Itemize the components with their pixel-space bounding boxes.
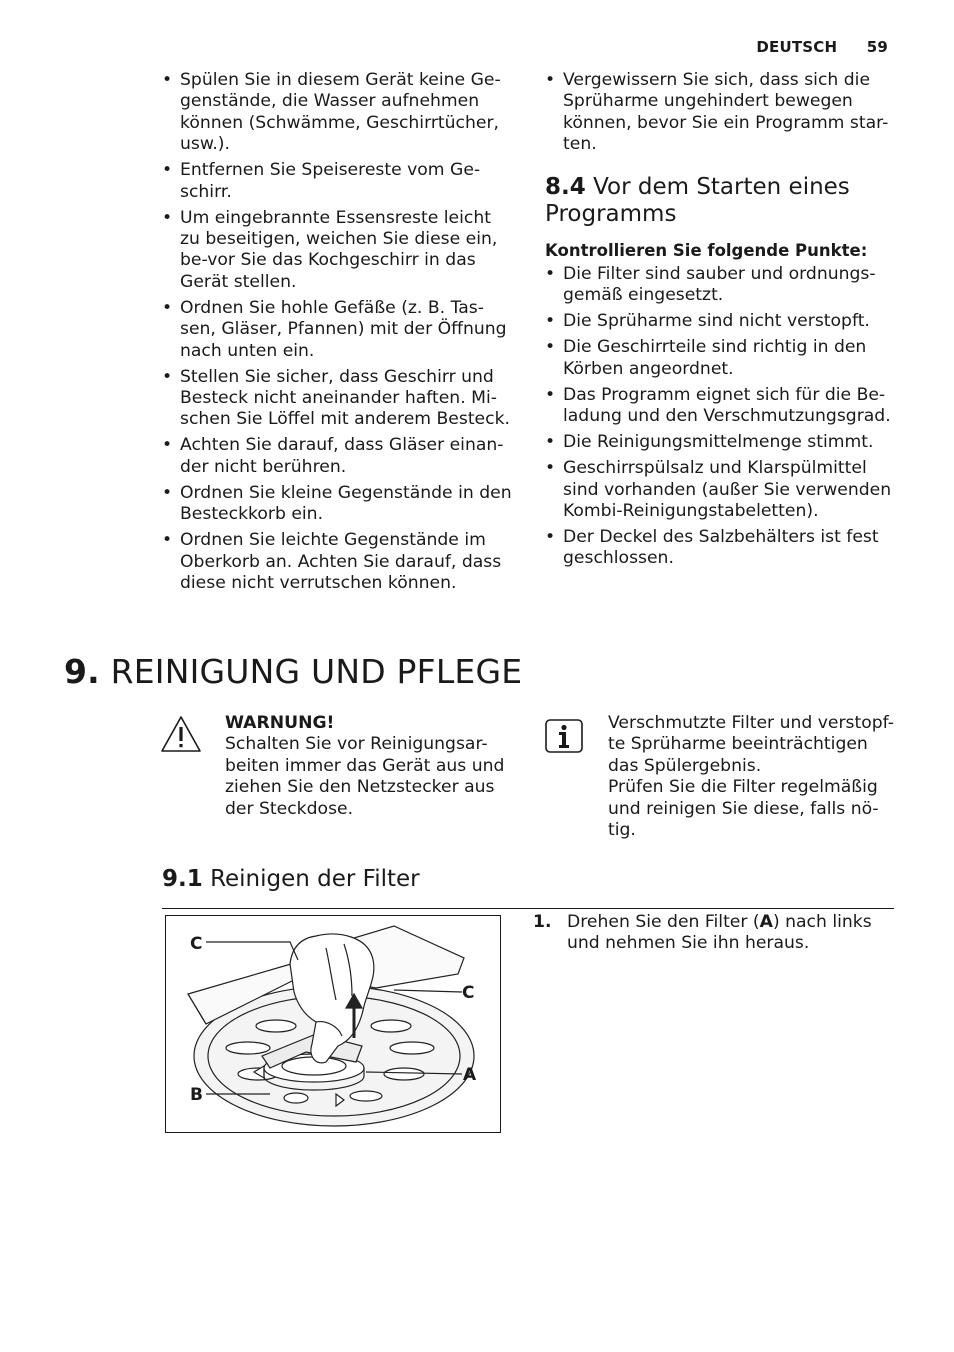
chapter-title: REINIGUNG UND PFLEGE (110, 652, 523, 691)
list-item: • Die Reinigungsmittelmenge stimmt. (545, 432, 897, 453)
chapter-number: 9. (64, 652, 100, 691)
chapter-heading (64, 652, 522, 691)
section-title: Vor dem Starten eines Programms (545, 173, 850, 227)
step-text-bold: A (759, 912, 773, 932)
list-item: • Ordnen Sie leichte Gegenstände im Oberkorb an. Achten Sie darauf, dass diese nicht verrutschen können. (162, 530, 514, 594)
info-text-1: Verschmutzte Filter und verstopf-te Sprüharme beeinträchtigen das Spülergebnis. (608, 713, 894, 776)
info-icon (545, 717, 585, 757)
right-column (545, 70, 897, 574)
label-a: A (463, 1065, 477, 1085)
step-text-post: ) nach links und nehmen Sie ihn heraus. (567, 912, 872, 954)
label-c-right: C (462, 983, 475, 1003)
warning-text: Schalten Sie vor Reinigungsar-beiten immer das Gerät aus und ziehen Sie den Netzstecker aus der Steckdose. (225, 734, 505, 819)
step-number: 1. (533, 912, 552, 932)
list-item: • Vergewissern Sie sich, dass sich die Sprüharme ungehindert bewegen können, bevor Sie ein Programm star-ten. (545, 70, 897, 156)
list-item: • Stellen Sie sicher, dass Geschirr und Besteck nicht aneinander haften. Mi-schen Sie Löffel mit anderem Besteck. (162, 367, 514, 431)
check-heading: Kontrollieren Sie folgende Punkte: (545, 240, 868, 260)
warning-triangle-icon (160, 715, 202, 753)
section-number: 8.4 (545, 173, 586, 200)
list-item: • Spülen Sie in diesem Gerät keine Ge-genstände, die Wasser aufnehmen können (Schwämme, Geschirrtücher, usw.). (162, 70, 514, 156)
filter-drawing (166, 916, 500, 1132)
label-b: B (190, 1085, 203, 1105)
list-item: • Entfernen Sie Speisereste vom Ge-schirr. (162, 160, 514, 203)
list-item: • Die Filter sind sauber und ordnungs-gemäß eingesetzt. (545, 264, 897, 307)
filter-illustration (165, 915, 501, 1133)
checklist (545, 264, 897, 570)
loading-tips-list (162, 70, 514, 595)
section-divider (162, 908, 894, 909)
list-item: • Die Geschirrteile sind richtig in den Körben angeordnet. (545, 337, 897, 380)
page-header (732, 38, 888, 56)
header-section: DEUTSCH (756, 38, 838, 56)
warning-label: WARNUNG! (225, 713, 335, 733)
spray-arm-list (545, 70, 897, 156)
page-number: 59 (866, 38, 888, 56)
section-heading-9-1 (162, 866, 420, 892)
section-title: Reinigen der Filter (210, 866, 420, 892)
section-heading-8-4 (545, 174, 897, 228)
list-item: • Um eingebrannte Essensreste leicht zu beseitigen, weichen Sie diese ein, be-vor Sie das Kochgeschirr in das Gerät stellen. (162, 208, 514, 294)
list-item: • Achten Sie darauf, dass Gläser einan-der nicht berühren. (162, 435, 514, 478)
warning-text-block (225, 713, 505, 820)
step-text (567, 912, 897, 955)
list-item: • Ordnen Sie hohle Gefäße (z. B. Tas-sen, Gläser, Pfannen) mit der Öffnung nach unten ein. (162, 298, 514, 362)
label-c-top: C (190, 934, 203, 954)
list-item: • Das Programm eignet sich für die Be-ladung und den Verschmutzungsgrad. (545, 385, 897, 428)
left-column (162, 70, 514, 599)
list-item: • Ordnen Sie kleine Gegenstände in den Besteckkorb ein. (162, 483, 514, 526)
info-text-2: Prüfen Sie die Filter regelmäßig und reinigen Sie diese, falls nö-tig. (608, 777, 879, 841)
list-item: • Geschirrspülsalz und Klarspülmittel sind vorhanden (außer Sie verwenden Kombi-Reinigungstabeletten). (545, 458, 897, 522)
section-number: 9.1 (162, 866, 203, 892)
list-item: • Die Sprüharme sind nicht verstopft. (545, 311, 897, 332)
step-text-pre: Drehen Sie den Filter ( (567, 912, 760, 932)
list-item: • Der Deckel des Salzbehälters ist fest geschlossen. (545, 527, 897, 570)
info-text-block (608, 713, 898, 841)
